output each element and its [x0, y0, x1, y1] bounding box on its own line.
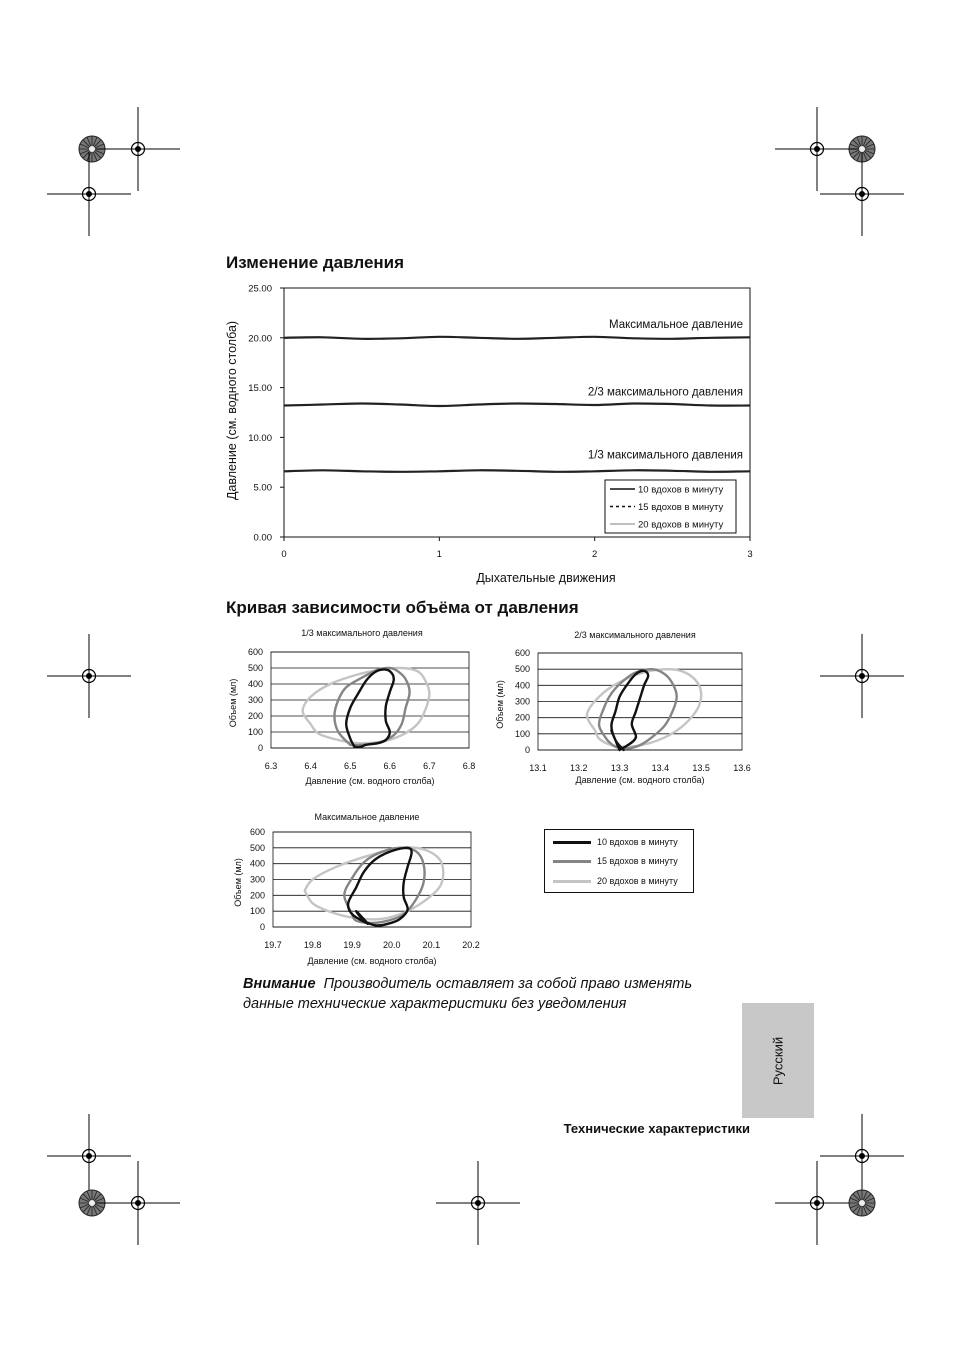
loop-y-tick-label: 300 [249, 874, 265, 885]
legend-swatch [553, 841, 591, 844]
loop-x-axis-label: Давление (см. водного столба) [305, 776, 435, 786]
loop-x-tick-label: 6.5 [343, 761, 357, 771]
legend-label: 20 вдохов в минуту [597, 876, 678, 886]
pressure-chart [0, 0, 954, 600]
loop-y-tick-label: 500 [247, 663, 263, 673]
loop-x-axis-label: Давление (см. водного столба) [307, 956, 437, 966]
loops-legend-item [553, 854, 678, 868]
loop-y-tick-label: 100 [514, 728, 530, 739]
loop-x-tick-label: 13.4 [651, 763, 670, 773]
y-tick-label: 25.00 [248, 283, 272, 295]
loops-legend-item [553, 874, 678, 888]
loop-x-tick-label: 13.2 [570, 763, 588, 773]
loop-x-axis-label: Давление (см. водного столба) [575, 775, 705, 785]
x-tick-label: 3 [747, 549, 753, 560]
language-tab-label: Русский [770, 1036, 786, 1085]
loop-x-tick-label: 19.9 [343, 940, 361, 950]
loop-chart-title: 2/3 максимального давления [574, 630, 696, 640]
loops-section-title: Кривая зависимости объёма от давления [226, 598, 579, 617]
volume-pressure-charts [0, 620, 954, 970]
loop-y-tick-label: 500 [249, 842, 265, 853]
legend-label: 10 вдохов в минуту [638, 484, 724, 496]
legend-label: 20 вдохов в минуту [638, 519, 724, 531]
legend-label: 15 вдохов в минуту [597, 856, 678, 866]
loop-y-tick-label: 100 [247, 727, 263, 737]
loop-y-axis-label: Объем (мл) [233, 858, 243, 907]
loop-y-tick-label: 600 [514, 648, 530, 658]
loop-y-tick-label: 300 [514, 696, 530, 707]
loop-y-tick-label: 200 [247, 711, 263, 721]
pressure-series-line [284, 470, 750, 472]
loop-y-tick-label: 600 [247, 647, 263, 657]
loop-x-tick-label: 20.1 [422, 940, 441, 950]
loop-x-tick-label: 13.1 [529, 763, 547, 773]
loop-y-tick-label: 600 [249, 827, 265, 837]
y-tick-label: 5.00 [253, 482, 272, 494]
loop-y-tick-label: 400 [514, 680, 530, 691]
y-tick-label: 20.00 [248, 333, 272, 345]
loop-chart-title: Максимальное давление [314, 812, 420, 822]
loops-legend-item [553, 835, 678, 849]
loop-y-tick-label: 200 [514, 712, 530, 723]
loop-x-tick-label: 19.7 [264, 940, 282, 950]
loop-y-tick-label: 0 [257, 743, 263, 753]
pressure-section-title: Изменение давления [226, 253, 405, 272]
series-annotation: 2/3 максимального давления [587, 386, 743, 399]
loop-y-tick-label: 100 [249, 906, 265, 917]
x-tick-label: 0 [281, 549, 287, 560]
loop-y-tick-label: 400 [249, 858, 265, 869]
loop-y-tick-label: 0 [259, 922, 265, 932]
y-tick-label: 10.00 [248, 432, 272, 444]
x-tick-label: 1 [436, 549, 442, 560]
loop-x-tick-label: 13.3 [610, 763, 629, 773]
legend-swatch [553, 880, 591, 883]
loop-y-tick-label: 300 [247, 695, 263, 705]
loop-x-tick-label: 6.6 [383, 761, 397, 771]
loop-y-tick-label: 500 [514, 664, 530, 675]
loop-y-tick-label: 400 [247, 679, 263, 689]
y-axis-label: Давление (см. водного столба) [225, 320, 239, 501]
loop-y-tick-label: 0 [524, 745, 530, 755]
series-annotation: Максимальное давление [608, 318, 743, 331]
loop-x-tick-label: 6.4 [304, 761, 317, 771]
legend-swatch [553, 860, 591, 863]
loop-x-tick-label: 6.8 [462, 761, 476, 771]
series-annotation: 1/3 максимального давления [587, 449, 743, 462]
loop-x-tick-label: 13.5 [692, 763, 710, 773]
loop-x-tick-label: 6.7 [423, 761, 436, 771]
disclaimer-note [243, 974, 743, 1014]
x-axis-label: Дыхательные движения [476, 571, 616, 585]
loop-chart-title: 1/3 максимального давления [301, 628, 423, 638]
loop-x-tick-label: 13.6 [733, 763, 751, 773]
note-label: Внимание [243, 976, 316, 992]
x-tick-label: 2 [592, 549, 598, 560]
loop-x-tick-label: 6.3 [264, 761, 278, 771]
loop-x-tick-label: 20.0 [383, 940, 401, 950]
loop-x-tick-label: 19.8 [303, 940, 322, 950]
y-tick-label: 0.00 [253, 532, 272, 544]
loops-legend [544, 829, 694, 893]
loop-y-axis-label: Объем (мл) [228, 678, 238, 728]
loop-y-tick-label: 200 [249, 890, 265, 901]
y-tick-label: 15.00 [248, 383, 272, 395]
loop-x-tick-label: 20.2 [462, 940, 480, 950]
legend-label: 10 вдохов в минуту [597, 837, 678, 847]
note-text: Производитель оставляет за собой право изменять данные технические характеристики без уведомления [243, 976, 693, 1012]
language-tab [742, 1003, 814, 1118]
loop-y-axis-label: Объем (мл) [495, 680, 505, 729]
page-footer: Технические характеристики [563, 1121, 750, 1136]
legend-label: 15 вдохов в минуту [638, 502, 724, 513]
